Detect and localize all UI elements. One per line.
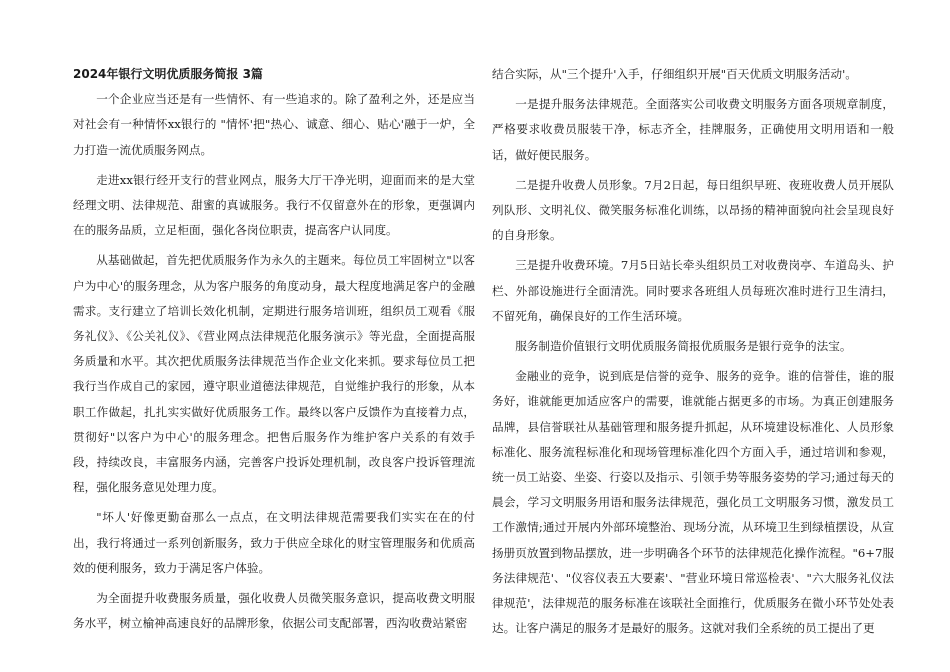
paragraph: 走进xx银行经开支行的营业网点，服务大厅干净光明，迎面而来的是大堂经理文明、法律规范、甜蜜的真诚服务。我行不仅留意外在的形象，更强调内在的服务品质，立足柜面，强化各岗位职责，提高客户认同度。 — [73, 172, 475, 238]
paragraph: 一是提升服务法律规范。全面落实公司收费文明服务方面各项规章制度，严格要求收费员服装干净，标志齐全，挂牌服务，正确使用文明用语和一般话，做好便民服务。 — [492, 97, 894, 162]
paragraph: 服务制造价值银行文明优质服务简报优质服务是银行竞争的法宝。 — [515, 339, 852, 354]
right-column — [492, 62, 894, 646]
left-column — [73, 62, 475, 641]
paragraph: 从基础做起，首先把优质服务作为永久的主题来。每位员工牢固树立"以客户为中心'的服务理念，从为客户服务的角度动身，最大程度地满足客户的金融需求。支行建立了培训长效化机制，定期进行服务培训班，组织员工观看《服务礼仪》、《公关礼仪》、《营业网点法律规范化服务演示》等光盘，全面提高服务质量和水平。其次把优质服务法律规范当作企业文化来抓。要求每位员工把我行当作成自己的家园，遵守职业道德法律规范，自觉维护我行的形象，从本职工作做起，扎扎实实做好优质服务工作。最终以客户反馈作为直接着力点，贯彻好"以客户为中心'的服务理念。把售后服务作为维护客户关系的有效手段，持续改良，丰富服务内涵，完善客户投诉处理机制，改良客户投诉管理流程，强化服务意见处理力度。 — [73, 253, 475, 495]
paragraph: "坏人'好像更勤奋那么一点点，在文明法律规范需要我们实实在在的付出，我行将通过一系列创新服务，致力于供应全球化的财宝管理服务和优质高效的便利服务，致力于满足客户体验。 — [73, 510, 475, 575]
paragraph: 三是提升收费环境。7月5日站长牵头组织员工对收费岗亭、车道岛头、护栏、外部设施进行全面清洗。同时要求各班组人员每班次准时进行卫生清扫，不留死角，确保良好的工作生活环境。 — [492, 258, 894, 323]
document-title: 2024年银行文明优质服务简报 3篇 — [73, 67, 263, 81]
paragraph: 二是提升收费人员形象。7月2日起，每日组织早班、夜班收费人员开展队列队形、文明礼仪、微笑服务标准化训练，以昂扬的精神面貌向社会呈现良好的自身形象。 — [492, 177, 894, 243]
paragraph-continuation: 结合实际，从"三个提升'入手，仔细组织开展"百天优质文明服务活动'。 — [492, 67, 857, 81]
paragraph: 为全面提升收费服务质量，强化收费人员微笑服务意识，提高收费文明服务水平，树立榆神高速良好的品牌形象，依据公司支配部署，西沟收费站紧密 — [73, 591, 475, 631]
paragraph: 一个企业应当还是有一些情怀、有一些追求的。除了盈利之外，还是应当对社会有一种情怀xx银行的 "情怀'把"热心、诚意、细心、贴心'融于一炉，全力打造一流优质服务网点。 — [73, 92, 475, 157]
paragraph: 金融业的竞争，说到底是信誉的竞争、服务的竞争。谁的信誉佳，谁的服务好，谁就能更加适应客户的需要，谁就能占据更多的市场。为真正创建服务品牌，县信誉联社从基础管理和服务提升抓起，从环境建设标准化、人员形象标准化、服务流程标准化和现场管理标准化四个方面入手，通过培训和参观，统一员工站姿、坐姿、行姿以及指示、引领手势等服务姿势的学习;通过每天的晨会，学习文明服务用语和服务法律规范，强化员工文明服务习惯，激发员工工作激情;通过开展内外部环境整治、现场分流，从环境卫生到绿植摆设，从宣扬册页放置到物品摆放，进一步明确各个环节的法律规范化操作流程。"6+7服务法律规范'、"仪容仪表五大要素'、"营业环境日常巡检表'、"六大服务礼仪法律规范'，法律规范的服务标准在该联社全面推行，优质服务在微小环节处处表达。让客户满足的服务才是最好的服务。这就对我们全系统的员工提出了更 — [492, 369, 894, 636]
